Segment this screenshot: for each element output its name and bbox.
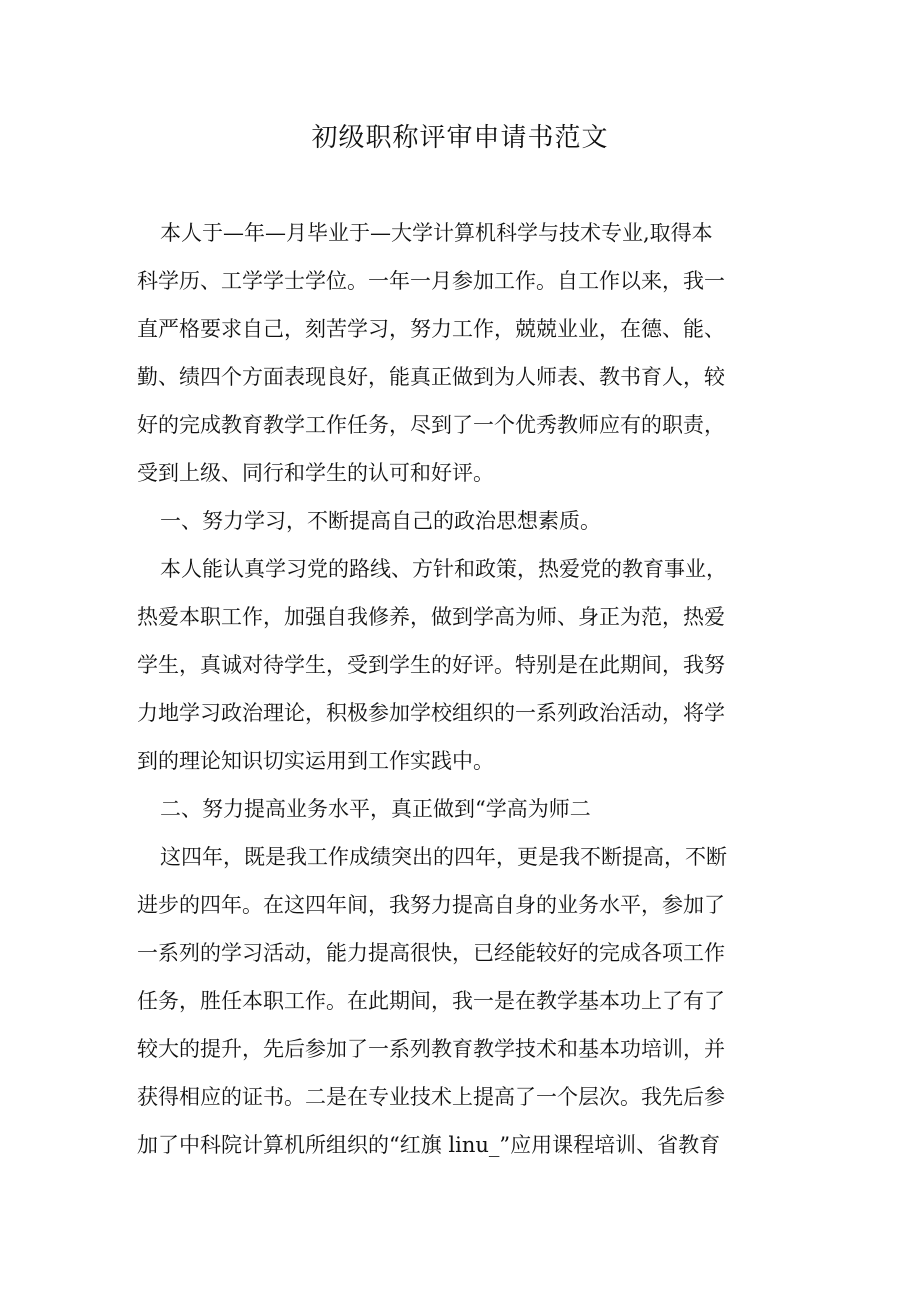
body-line: 勤、绩四个方面表现良好，能真正做到为人师表、教书育人，较: [137, 365, 725, 389]
body-line: 这四年，既是我工作成绩突出的四年，更是我不断提高，不断: [160, 845, 727, 869]
document-title: 初级职称评审申请书范文: [311, 123, 609, 153]
body-line: 热爱本职工作，加强自我修养，做到学高为师、身正为范，热爱: [137, 605, 725, 629]
body-line: 受到上级、同行和学生的认可和好评。: [137, 461, 494, 485]
body-line: 本人能认真学习党的路线、方针和政策，热爱党的教育事业，: [160, 557, 727, 581]
body-line: 学生，真诚对待学生，受到学生的好评。特别是在此期间，我努: [137, 653, 725, 677]
body-line: 较大的提升，先后参加了一系列教育教学技术和基本功培训，并: [137, 1037, 725, 1061]
body-line: 直严格要求自己，刻苦学习，努力工作，兢兢业业，在德、能、: [137, 317, 725, 341]
body-line: 好的完成教育教学工作任务，尽到了一个优秀教师应有的职责，: [137, 413, 725, 437]
body-line: 获得相应的证书。二是在专业技术上提高了一个层次。我先后参: [137, 1085, 725, 1109]
body-line: 进步的四年。在这四年间，我努力提高自身的业务水平，参加了: [137, 893, 725, 917]
body-line: 任务，胜任本职工作。在此期间，我一是在教学基本功上了有了: [137, 989, 725, 1013]
body-line: 加了中科院计算机所组织的“红旗 linu_”应用课程培训、省教育: [137, 1133, 721, 1157]
section-heading: 二、努力提高业务水平，真正做到“学高为师二: [160, 797, 591, 821]
body-line: 到的理论知识切实运用到工作实践中。: [137, 749, 494, 773]
body-line: 力地学习政治理论，积极参加学校组织的一系列政治活动，将学: [137, 701, 725, 725]
body-line: 科学历、工学学士学位。一年一月参加工作。自工作以来，我一: [137, 269, 725, 293]
body-line: 一系列的学习活动，能力提高很快，已经能较好的完成各项工作: [137, 941, 725, 965]
body-line: 本人于—年—月毕业于—大学计算机科学与技术专业,取得本: [160, 221, 713, 245]
section-heading: 一、努力学习，不断提高自己的政治思想素质。: [160, 509, 601, 533]
